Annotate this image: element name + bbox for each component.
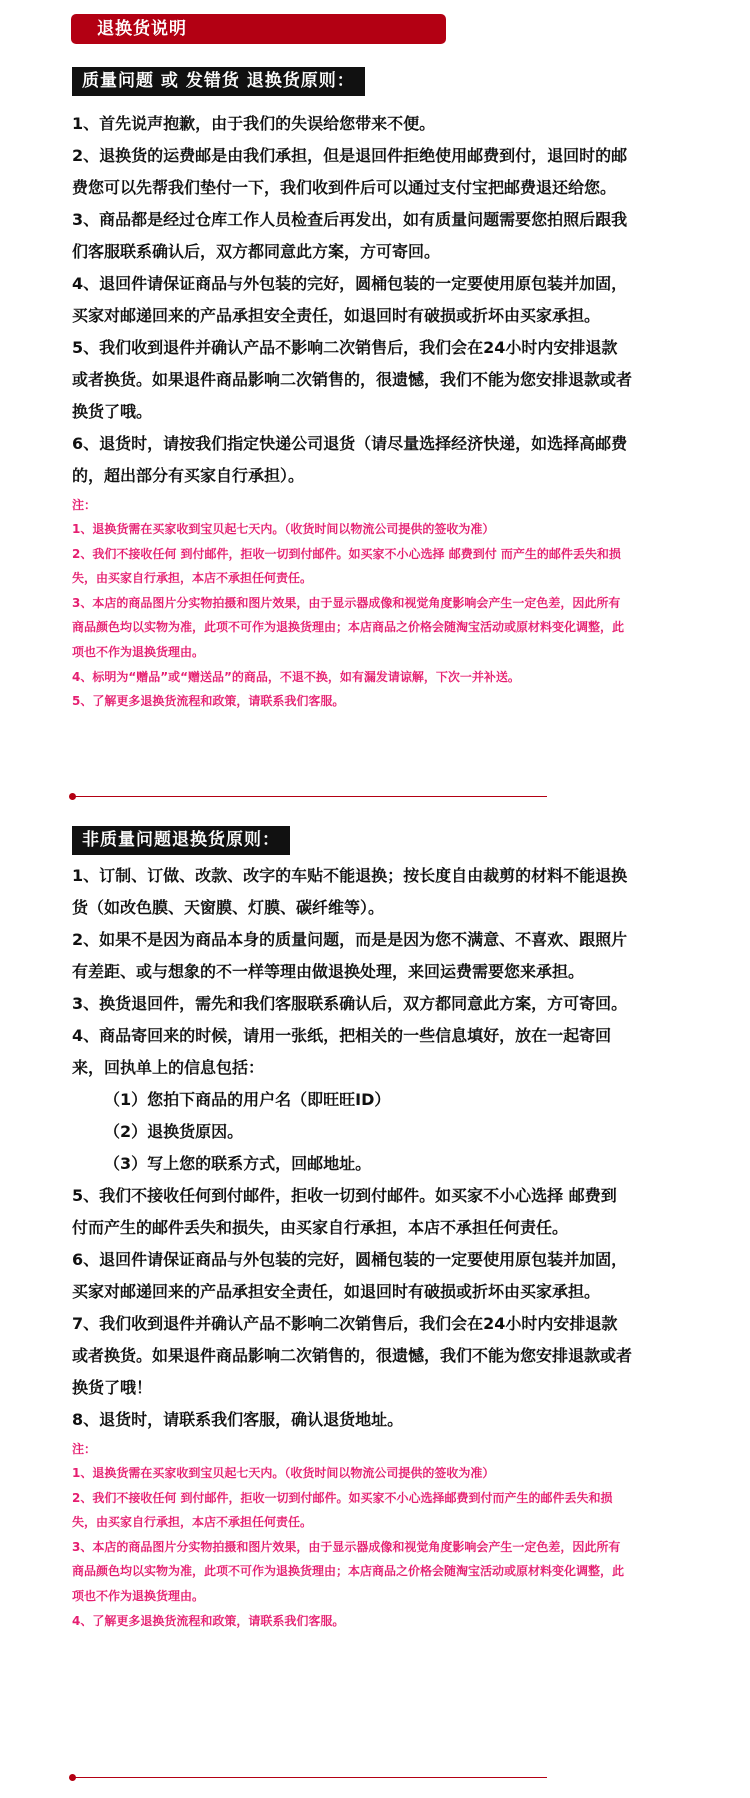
note-item: 1、退换货需在买家收到宝贝起七天内。（收货时间以物流公司提供的签收为准） (72, 1466, 495, 1480)
list-item: 4、退回件请保证商品与外包装的完好，圆桶包装的一定要使用原包装并加固，买家对邮递回来的产品承担安全责任，如退回时有破损或折坏由买家承担。 (72, 274, 628, 325)
note-item: 2、我们不接收任何 到付邮件，拒收一切到付邮件。如买家不小心选择邮费到付而产生的邮件丢失和损失，由买家自行承担，本店不承担任何责任。 (72, 1490, 613, 1530)
section-divider (72, 1777, 547, 1778)
list-item: 4、商品寄回来的时候，请用一张纸，把相关的一些信息填好，放在一起寄回来，回执单上的信息包括： (72, 1026, 612, 1077)
section-heading-quality: 质量问题 或 发错货 退换货原则： (72, 67, 365, 96)
note-title: 注： (72, 1442, 97, 1456)
page-banner-title: 退换货说明 (71, 14, 446, 44)
list-item: 6、退货时，请按我们指定快递公司退货（请尽量选择经济快递，如选择高邮费的，超出部分有买家自行承担）。 (72, 434, 628, 485)
note-item: 4、了解更多退换货流程和政策，请联系我们客服。 (72, 1613, 345, 1628)
list-item: 2、如果不是因为商品本身的质量问题，而是是因为您不满意、不喜欢、跟照片有差距、或与想象的不一样等理由做退换处理，来回运费需要您来承担。 (72, 930, 628, 981)
list-item: 6、退回件请保证商品与外包装的完好，圆桶包装的一定要使用原包装并加固，买家对邮递回来的产品承担安全责任，如退回时有破损或折坏由买家承担。 (72, 1250, 628, 1301)
list-item: 7、我们收到退件并确认产品不影响二次销售后，我们会在24小时内安排退款或者换货。如果退件商品影响二次销售的，很遗憾，我们不能为您安排退款或者换货了哦！ (72, 1314, 633, 1397)
nonquality-rules-list (72, 860, 632, 1633)
list-item: 5、我们收到退件并确认产品不影响二次销售后，我们会在24小时内安排退款或者换货。如果退件商品影响二次销售的，很遗憾，我们不能为您安排退款或者换货了哦。 (72, 338, 633, 421)
divider-dot (69, 793, 76, 800)
list-item: 5、我们不接收任何到付邮件，拒收一切到付邮件。如买家不小心选择 邮费到付而产生的邮件丢失和损失，由买家自行承担，本店不承担任何责任。 (72, 1186, 617, 1237)
quality-rules-list (72, 108, 632, 714)
divider-dot (69, 1774, 76, 1781)
note-item: 4、标明为“赠品”或“赠送品”的商品，不退不换，如有漏发请谅解，下次一并补送。 (72, 669, 520, 684)
section-divider (72, 796, 547, 797)
sub-list-item: （2）退换货原因。 (104, 1122, 244, 1141)
note-item: 5、了解更多退换货流程和政策，请联系我们客服。 (72, 694, 345, 709)
list-item: 8、退货时，请联系我们客服，确认退货地址。 (72, 1410, 404, 1429)
list-item: 1、首先说声抱歉，由于我们的失误给您带来不便。 (72, 114, 436, 133)
section-heading-nonquality: 非质量问题退换货原则： (72, 826, 290, 855)
list-item: 2、退换货的运费邮是由我们承担，但是退回件拒绝使用邮费到付，退回时的邮费您可以先帮我们垫付一下，我们收到件后可以通过支付宝把邮费退还给您。 (72, 146, 628, 197)
sub-list-item: （3）写上您的联系方式，回邮地址。 (104, 1154, 372, 1173)
note-item: 3、本店的商品图片分实物拍摄和图片效果，由于显示器成像和视觉角度影响会产生一定色差，因此所有商品颜色均以实物为准，此项不可作为退换货理由；本店商品之价格会随淘宝活动或原材料变化调整，此项也不作为退换货理由。 (72, 1539, 625, 1603)
list-item: 3、换货退回件，需先和我们客服联系确认后，双方都同意此方案，方可寄回。 (72, 994, 628, 1013)
list-item: 1、订制、订做、改款、改字的车贴不能退换；按长度自由裁剪的材料不能退换货（如改色膜、天窗膜、灯膜、碳纤维等）。 (72, 866, 628, 917)
list-item: 3、商品都是经过仓库工作人员检查后再发出，如有质量问题需要您拍照后跟我们客服联系确认后，双方都同意此方案，方可寄回。 (72, 210, 628, 261)
note-item: 3、本店的商品图片分实物拍摄和图片效果，由于显示器成像和视觉角度影响会产生一定色差，因此所有商品颜色均以实物为准，此项不可作为退换货理由；本店商品之价格会随淘宝活动或原材料变化调整，此项也不作为退换货理由。 (72, 595, 625, 659)
sub-list-item: （1）您拍下商品的用户名（即旺旺ID） (104, 1090, 391, 1109)
note-item: 2、我们不接收任何 到付邮件，拒收一切到付邮件。如买家不小心选择 邮费到付 而产生的邮件丢失和损失，由买家自行承担，本店不承担任何责任。 (72, 546, 621, 586)
note-item: 1、退换货需在买家收到宝贝起七天内。（收货时间以物流公司提供的签收为准） (72, 522, 495, 536)
note-title: 注： (72, 498, 97, 512)
